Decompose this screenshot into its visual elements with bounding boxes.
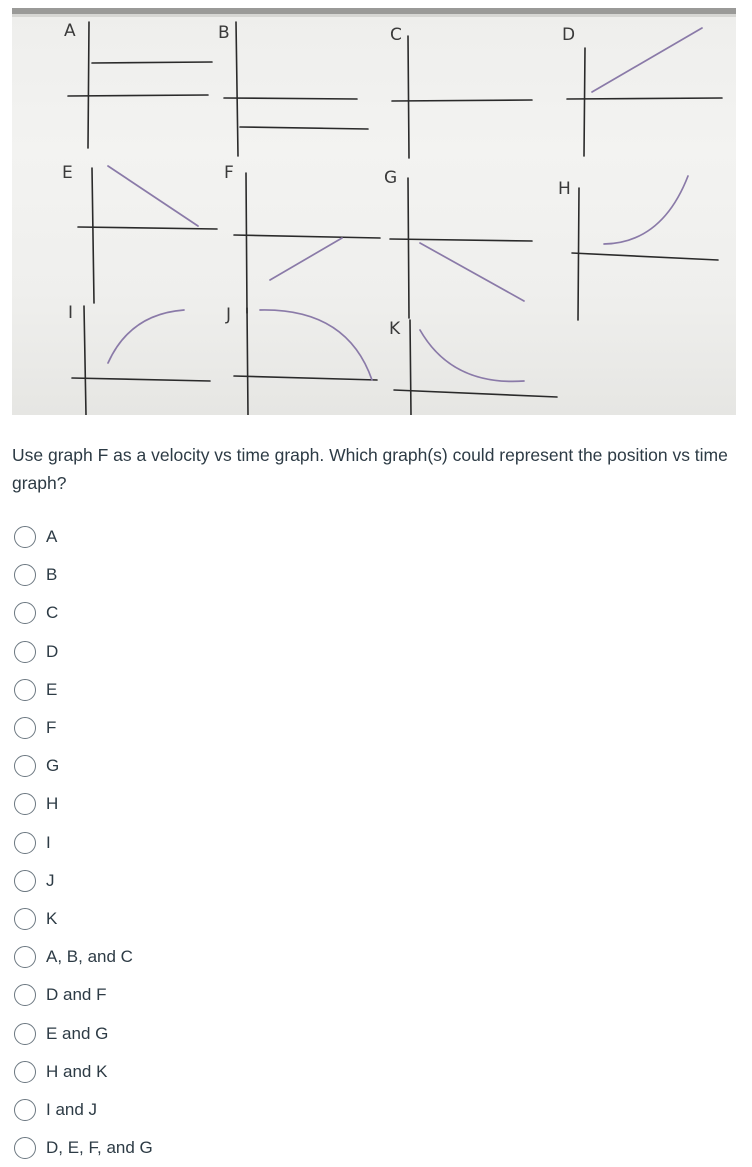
graph-g-x-axis [390, 239, 532, 241]
answer-option-e[interactable] [14, 671, 153, 709]
graph-label-e: E [62, 163, 73, 183]
question-text: Use graph F as a velocity vs time graph. Which graph(s) could represent the position vs time graph? [12, 445, 728, 493]
graph-i-y-axis [84, 306, 86, 415]
graph-a [68, 22, 212, 148]
graph-h-curve [604, 176, 688, 244]
board-top-edge [12, 8, 736, 14]
radio-button[interactable] [14, 946, 36, 968]
answer-option-d-f[interactable] [14, 976, 153, 1014]
graph-d-x-axis [567, 98, 722, 99]
graph-b [224, 22, 368, 156]
board-top-shadow [12, 14, 736, 17]
graph-d-y-axis [584, 48, 585, 156]
answer-option-i-j[interactable] [14, 1091, 153, 1129]
graph-label-c: C [390, 25, 402, 45]
answer-option-g[interactable] [14, 747, 153, 785]
answer-label: D [46, 641, 59, 661]
graph-label-g: G [384, 168, 398, 188]
graph-label-k: K [389, 319, 401, 339]
answer-option-f[interactable] [14, 709, 153, 747]
radio-button[interactable] [14, 526, 36, 548]
answer-option-j[interactable] [14, 862, 153, 900]
radio-button[interactable] [14, 1061, 36, 1083]
graph-k-y-axis [410, 320, 411, 415]
graph-f [234, 173, 380, 313]
answer-label: I and J [46, 1099, 98, 1119]
graph-label-h: H [558, 179, 571, 199]
graph-j [234, 308, 377, 415]
answer-option-b[interactable] [14, 556, 153, 594]
answer-label: I [46, 832, 51, 852]
graph-e-curve [108, 166, 198, 226]
graph-e-x-axis [78, 227, 217, 229]
answer-label: D, E, F, and G [46, 1138, 153, 1158]
whiteboard-graphs [12, 8, 736, 415]
radio-button[interactable] [14, 832, 36, 854]
answer-option-e-g[interactable] [14, 1014, 153, 1052]
graph-label-f: F [224, 163, 234, 183]
answer-label: H and K [46, 1061, 108, 1081]
radio-button[interactable] [14, 1023, 36, 1045]
graph-h-x-axis [572, 253, 718, 260]
answer-label: F [46, 718, 57, 738]
answer-label: E [46, 679, 58, 699]
graph-j-curve [260, 310, 372, 380]
graph-j-y-axis [247, 308, 248, 415]
radio-button[interactable] [14, 602, 36, 624]
answer-option-h[interactable] [14, 785, 153, 823]
graph-a-x-axis [68, 95, 208, 96]
answer-option-h-k[interactable] [14, 1053, 153, 1091]
radio-button[interactable] [14, 1137, 36, 1159]
graph-k-curve [420, 330, 524, 381]
radio-button[interactable] [14, 1099, 36, 1121]
answer-label: J [46, 870, 55, 890]
answer-option-d-e-f-g[interactable] [14, 1129, 153, 1167]
graph-label-a: A [64, 21, 76, 41]
answer-option-d[interactable] [14, 633, 153, 671]
graph-f-x-axis [234, 235, 380, 238]
answer-label: E and G [46, 1023, 109, 1043]
graph-a-curve [92, 62, 212, 63]
graph-h [572, 188, 718, 320]
radio-button[interactable] [14, 908, 36, 930]
graph-c [392, 36, 532, 158]
graph-f-y-axis [246, 173, 247, 313]
graph-b-x-axis [224, 98, 357, 99]
graph-k [394, 320, 557, 415]
answer-label: C [46, 603, 59, 623]
answer-option-c[interactable] [14, 594, 153, 632]
answer-option-i[interactable] [14, 824, 153, 862]
graph-g-y-axis [408, 178, 409, 318]
graph-e [78, 168, 217, 303]
radio-button[interactable] [14, 793, 36, 815]
graph-label-j: J [226, 305, 232, 325]
graph-b-curve [240, 127, 368, 129]
answer-label: A, B, and C [46, 947, 133, 967]
graph-label-b: B [218, 23, 230, 43]
answer-option-k[interactable] [14, 900, 153, 938]
graph-b-y-axis [236, 22, 238, 156]
radio-button[interactable] [14, 679, 36, 701]
graph-c-x-axis [392, 100, 532, 101]
graph-label-i: I [68, 303, 74, 323]
whiteboard-photo [12, 8, 736, 415]
graph-d [567, 48, 722, 156]
radio-button[interactable] [14, 717, 36, 739]
graph-f-curve [270, 238, 342, 280]
radio-button[interactable] [14, 870, 36, 892]
radio-button[interactable] [14, 564, 36, 586]
answer-list [14, 518, 153, 1167]
answer-label: G [46, 756, 60, 776]
answer-label: K [46, 908, 58, 928]
graph-i-curve [108, 310, 184, 363]
graph-label-d: D [562, 25, 576, 45]
answer-option-a-b-c[interactable] [14, 938, 153, 976]
radio-button[interactable] [14, 984, 36, 1006]
graph-d-curve [592, 28, 702, 92]
graph-c-y-axis [408, 36, 409, 158]
graph-e-y-axis [92, 168, 94, 303]
graph-g [390, 178, 532, 318]
graph-i-x-axis [72, 378, 210, 381]
answer-label: A [46, 527, 58, 547]
graph-j-x-axis [234, 376, 377, 380]
answer-option-a[interactable] [14, 518, 153, 556]
answer-label: D and F [46, 985, 107, 1005]
radio-button[interactable] [14, 641, 36, 663]
graph-g-curve [420, 243, 524, 301]
radio-button[interactable] [14, 755, 36, 777]
graph-k-x-axis [394, 390, 557, 397]
graph-a-y-axis [88, 22, 89, 148]
answer-label: B [46, 565, 58, 585]
answer-label: H [46, 794, 59, 814]
